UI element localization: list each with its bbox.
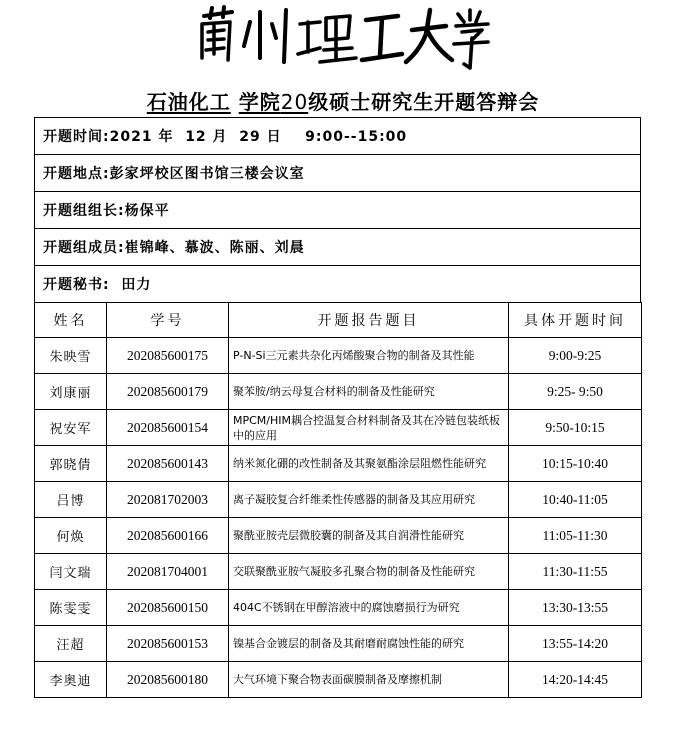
student-id: 202081704001 bbox=[107, 554, 229, 590]
student-name: 陈雯雯 bbox=[35, 590, 107, 626]
leader-label: 开题组组长: bbox=[43, 203, 125, 219]
header-name: 姓名 bbox=[35, 303, 107, 338]
table-row bbox=[35, 446, 642, 482]
table-row bbox=[35, 554, 642, 590]
student-name: 祝安军 bbox=[35, 410, 107, 446]
info-row-secretary bbox=[35, 266, 641, 303]
time-slot: 13:55-14:20 bbox=[509, 626, 642, 662]
time-slot: 10:40-11:05 bbox=[509, 482, 642, 518]
student-id: 202085600153 bbox=[107, 626, 229, 662]
table-row bbox=[35, 590, 642, 626]
university-calligraphy-logo bbox=[190, 2, 490, 74]
student-id: 202085600150 bbox=[107, 590, 229, 626]
location-label: 开题地点: bbox=[43, 166, 110, 182]
time-value: 2021 年 12 月 29 日 9:00--15:00 bbox=[109, 129, 408, 145]
header-student-id: 学号 bbox=[107, 303, 229, 338]
secretary-label: 开题秘书: bbox=[43, 277, 110, 293]
report-title: MPCM/HIM耦合控温复合材料制备及其在冷链包装纸板中的应用 bbox=[229, 410, 509, 446]
table-row bbox=[35, 482, 642, 518]
info-row-leader bbox=[35, 192, 641, 229]
report-title: 聚酰亚胺壳层微胶囊的制备及其自润滑性能研究 bbox=[229, 518, 509, 554]
table-row bbox=[35, 626, 642, 662]
report-title: P-N-Si三元素共杂化丙烯酸聚合物的制备及其性能 bbox=[229, 338, 509, 374]
student-name: 汪超 bbox=[35, 626, 107, 662]
secretary-value: 田力 bbox=[109, 277, 152, 293]
info-row-members bbox=[35, 229, 641, 266]
student-name: 李奥迪 bbox=[35, 662, 107, 698]
student-name: 吕博 bbox=[35, 482, 107, 518]
time-slot: 11:30-11:55 bbox=[509, 554, 642, 590]
student-name: 郭晓倩 bbox=[35, 446, 107, 482]
student-id: 202085600179 bbox=[107, 374, 229, 410]
student-id: 202085600154 bbox=[107, 410, 229, 446]
members-value: 崔锦峰、慕波、陈丽、刘晨 bbox=[124, 240, 305, 256]
grade-number: 20 bbox=[280, 90, 309, 114]
student-id: 202085600175 bbox=[107, 338, 229, 374]
table-row bbox=[35, 662, 642, 698]
college-name: 石油化工 bbox=[146, 90, 231, 114]
header-report-title: 开题报告题目 bbox=[229, 303, 509, 338]
time-slot: 14:20-14:45 bbox=[509, 662, 642, 698]
leader-value: 杨保平 bbox=[124, 203, 170, 219]
student-id: 202085600143 bbox=[107, 446, 229, 482]
members-label: 开题组成员: bbox=[43, 240, 125, 256]
time-slot: 13:30-13:55 bbox=[509, 590, 642, 626]
student-name: 何焕 bbox=[35, 518, 107, 554]
college-suffix: 学院 bbox=[238, 90, 281, 114]
schedule-header-row bbox=[35, 303, 642, 338]
info-row-time bbox=[35, 118, 641, 155]
header-time-slot: 具体开题时间 bbox=[509, 303, 642, 338]
report-title: 大气环境下聚合物表面碳膜制备及摩擦机制 bbox=[229, 662, 509, 698]
schedule-table bbox=[34, 302, 642, 698]
location-value: 彭家坪校区图书馆三楼会议室 bbox=[109, 166, 305, 182]
event-heading bbox=[0, 86, 686, 115]
time-label: 开题时间: bbox=[43, 129, 110, 145]
info-row-location bbox=[35, 155, 641, 192]
report-title: 离子凝胶复合纤维柔性传感器的制备及其应用研究 bbox=[229, 482, 509, 518]
report-title: 镍基合金镀层的制备及其耐磨耐腐蚀性能的研究 bbox=[229, 626, 509, 662]
report-title: 聚苯胺/纳云母复合材料的制备及性能研究 bbox=[229, 374, 509, 410]
student-name: 朱映雪 bbox=[35, 338, 107, 374]
report-title: 纳米氮化硼的改性制备及其聚氨酯涂层阻燃性能研究 bbox=[229, 446, 509, 482]
student-name: 刘康丽 bbox=[35, 374, 107, 410]
event-title: 级硕士研究生开题答辩会 bbox=[308, 90, 540, 114]
report-title: 交联聚酰亚胺气凝胶多孔聚合物的制备及性能研究 bbox=[229, 554, 509, 590]
defense-info-table bbox=[34, 117, 641, 303]
time-slot: 9:50-10:15 bbox=[509, 410, 642, 446]
student-id: 202081702003 bbox=[107, 482, 229, 518]
table-row bbox=[35, 410, 642, 446]
student-id: 202085600166 bbox=[107, 518, 229, 554]
time-slot: 11:05-11:30 bbox=[509, 518, 642, 554]
student-id: 202085600180 bbox=[107, 662, 229, 698]
time-slot: 10:15-10:40 bbox=[509, 446, 642, 482]
table-row bbox=[35, 338, 642, 374]
table-row bbox=[35, 374, 642, 410]
time-slot: 9:25- 9:50 bbox=[509, 374, 642, 410]
student-name: 闫文瑞 bbox=[35, 554, 107, 590]
table-row bbox=[35, 518, 642, 554]
report-title: 404C不锈钢在甲醇溶液中的腐蚀磨损行为研究 bbox=[229, 590, 509, 626]
time-slot: 9:00-9:25 bbox=[509, 338, 642, 374]
